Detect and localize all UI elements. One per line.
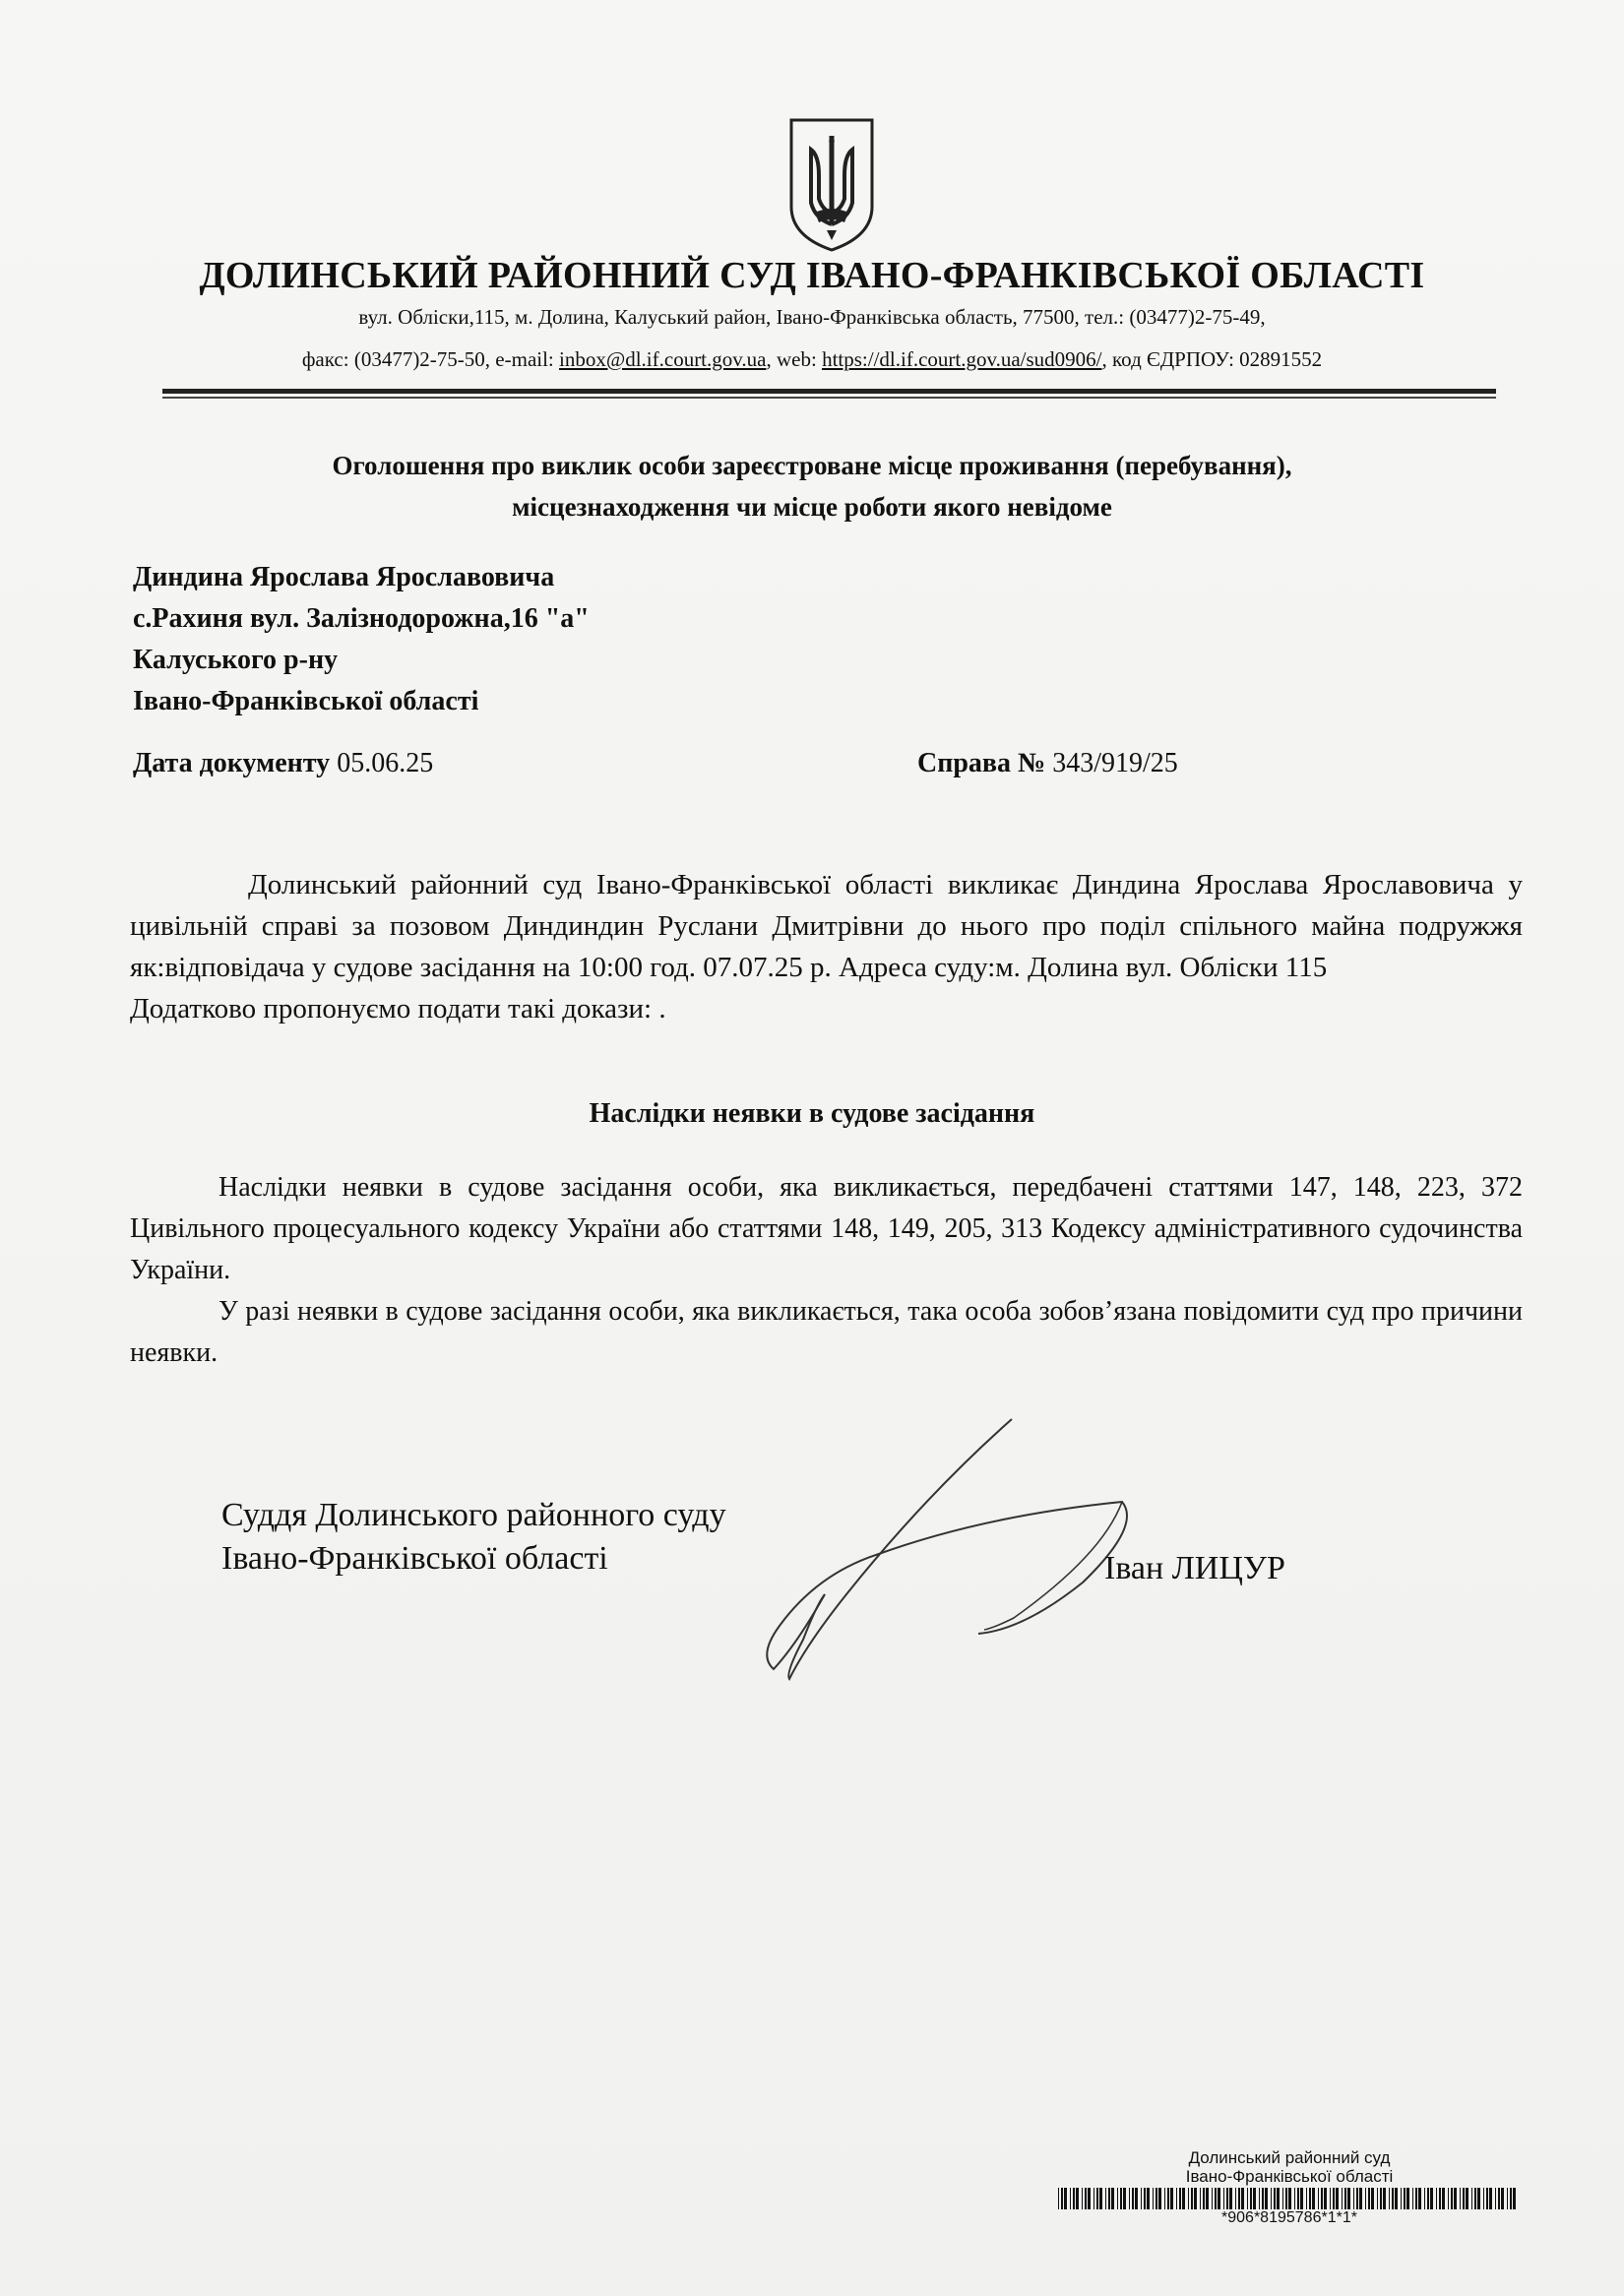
barcode-bar	[1486, 2188, 1488, 2209]
barcode-bar	[1123, 2188, 1126, 2209]
barcode-bar	[1377, 2188, 1378, 2209]
web-link[interactable]: https://dl.if.court.gov.ua/sud0906/	[822, 347, 1102, 371]
barcode-bar	[1454, 2188, 1457, 2209]
header-divider-thin	[162, 397, 1496, 399]
barcode-bar	[1144, 2188, 1146, 2209]
barcode-bar	[1336, 2188, 1339, 2209]
barcode-bar	[1359, 2188, 1362, 2209]
barcode-bar	[1182, 2188, 1185, 2209]
barcode-bar	[1460, 2188, 1461, 2209]
barcode-bar	[1466, 2188, 1468, 2209]
barcode-bar	[1463, 2188, 1465, 2209]
judge-role-line2: Івано-Франківської області	[221, 1540, 608, 1577]
barcode-bar	[1164, 2188, 1165, 2209]
consequences-heading: Наслідки неявки в судове засідання	[589, 1098, 1035, 1129]
barcode-bar	[1383, 2188, 1386, 2209]
barcode-bar	[1324, 2188, 1327, 2209]
recipient-block	[133, 557, 590, 722]
barcode-bar	[1330, 2188, 1331, 2209]
fax-text: факс: (03477)2-75-50, e-mail:	[301, 347, 560, 371]
barcode-bar	[1294, 2188, 1295, 2209]
barcode-code: *906*8195786*1*1*	[1221, 2209, 1357, 2226]
barcode-bar	[1085, 2188, 1087, 2209]
judge-role-line1: Суддя Долинського районного суду	[221, 1497, 726, 1533]
barcode-bar	[1108, 2188, 1110, 2209]
document-date	[133, 748, 433, 779]
barcode-bar	[1132, 2188, 1134, 2209]
barcode-bar	[1073, 2188, 1075, 2209]
email-link[interactable]: inbox@dl.if.court.gov.ua	[559, 347, 767, 371]
barcode-bar	[1439, 2188, 1441, 2209]
barcode-bar	[1058, 2188, 1059, 2209]
barcode-bar	[1288, 2188, 1291, 2209]
barcode-bar	[1297, 2188, 1299, 2209]
barcode-bar	[1250, 2188, 1252, 2209]
barcode-bar	[1111, 2188, 1114, 2209]
barcode-bar	[1167, 2188, 1169, 2209]
recipient-name: Диндина Ярослава Ярославовича	[133, 562, 555, 592]
case-number	[917, 748, 1178, 779]
barcode-bar	[1353, 2188, 1354, 2209]
barcode-bar	[1347, 2188, 1350, 2209]
barcode-bar	[1265, 2188, 1268, 2209]
barcode-bar	[1153, 2188, 1154, 2209]
barcode-bar	[1300, 2188, 1303, 2209]
barcode-bar	[1380, 2188, 1382, 2209]
barcode-bar	[1451, 2188, 1453, 2209]
barcode-bar	[1389, 2188, 1390, 2209]
barcode-bar	[1401, 2188, 1402, 2209]
recipient-district: Калуського р-ну	[133, 645, 339, 675]
barcode-bar	[1156, 2188, 1157, 2209]
barcode-bar	[1235, 2188, 1236, 2209]
stamp-line2: Івано-Франківської області	[1185, 2167, 1394, 2186]
barcode-bar	[1436, 2188, 1437, 2209]
consequences-paragraph-1: Наслідки неявки в судове засідання особи, яка викликається, передбачені статтями 147, 148, 223, 372 Цивільного процесуального кодексу України або статтями 148, 149, 205, 313 Кодексу адміністративного судочинства України.	[130, 1172, 1523, 1285]
barcode-bar	[1477, 2188, 1480, 2209]
barcode-bar	[1318, 2188, 1319, 2209]
barcode-bar	[1076, 2188, 1079, 2209]
barcode-bar	[1241, 2188, 1244, 2209]
barcode-bar	[1424, 2188, 1425, 2209]
barcode-bar	[1170, 2188, 1173, 2209]
barcode-bar	[1238, 2188, 1240, 2209]
coat-of-arms-icon	[785, 116, 878, 254]
notice-title	[0, 445, 1624, 527]
barcode-bar	[1203, 2188, 1205, 2209]
barcode-bar	[1070, 2188, 1071, 2209]
barcode-bar	[1129, 2188, 1130, 2209]
barcode-bar	[1096, 2188, 1098, 2209]
barcode-bar	[1141, 2188, 1142, 2209]
barcode-bar	[1064, 2188, 1067, 2209]
barcode-bar	[1442, 2188, 1445, 2209]
barcode-bar	[1507, 2188, 1508, 2209]
barcode-icon	[1058, 2188, 1521, 2209]
barcode-bar	[1404, 2188, 1405, 2209]
barcode-bar	[1430, 2188, 1433, 2209]
header-divider-thick	[162, 389, 1496, 394]
barcode-bar	[1513, 2188, 1516, 2209]
barcode-bar	[1344, 2188, 1346, 2209]
barcode-bar	[1483, 2188, 1484, 2209]
barcode-bar	[1147, 2188, 1150, 2209]
notice-title-line1: Оголошення про виклик особи зареєстроване місце проживання (перебування),	[332, 451, 1292, 480]
barcode-bar	[1188, 2188, 1189, 2209]
barcode-bar	[1274, 2188, 1276, 2209]
barcode-bar	[1501, 2188, 1504, 2209]
barcode-bar	[1474, 2188, 1476, 2209]
barcode-bar	[1191, 2188, 1193, 2209]
barcode-bar	[1218, 2188, 1220, 2209]
barcode-bar	[1277, 2188, 1280, 2209]
handwritten-signature	[709, 1407, 1171, 1693]
barcode-bar	[1259, 2188, 1260, 2209]
additional-evidence: Додатково пропонуємо подати такі докази: .	[130, 993, 666, 1024]
barcode-bar	[1321, 2188, 1323, 2209]
barcode-bar	[1223, 2188, 1224, 2209]
barcode-bar	[1333, 2188, 1335, 2209]
barcode-bar	[1088, 2188, 1091, 2209]
judge-role	[221, 1494, 726, 1581]
summons-body	[130, 864, 1523, 1029]
barcode-bar	[1412, 2188, 1413, 2209]
barcode-bar	[1392, 2188, 1394, 2209]
court-address: вул. Обліски,115, м. Долина, Калуський район, Івано-Франківська область, 77500, тел.: (03477)2-75-49,	[358, 305, 1266, 329]
barcode-bar	[1371, 2188, 1374, 2209]
barcode-bar	[1368, 2188, 1370, 2209]
web-label: , web:	[766, 347, 823, 371]
barcode-bar	[1206, 2188, 1209, 2209]
barcode-bar	[1312, 2188, 1315, 2209]
date-label: Дата документу	[133, 748, 331, 778]
date-value: 05.06.25	[330, 748, 434, 778]
barcode-bar	[1120, 2188, 1122, 2209]
case-label: Справа №	[917, 748, 1046, 778]
barcode-bar	[1489, 2188, 1492, 2209]
stamp-line1: Долинський районний суд	[1188, 2148, 1391, 2167]
barcode-bar	[1082, 2188, 1083, 2209]
barcode-bar	[1200, 2188, 1201, 2209]
barcode-bar	[1247, 2188, 1248, 2209]
judge-name: Іван ЛИЦУР	[1104, 1550, 1285, 1586]
consequences-paragraph-2: У разі неявки в судове засідання особи, яка викликається, така особа зобов’язана повідомити суд про причини неявки.	[130, 1296, 1523, 1368]
barcode-bar	[1282, 2188, 1283, 2209]
barcode-bar	[1135, 2188, 1138, 2209]
barcode-bar	[1285, 2188, 1287, 2209]
recipient-street: с.Рахиня вул. Залізнодорожна,16 "а"	[133, 603, 590, 634]
barcode-bar	[1093, 2188, 1094, 2209]
barcode-bar	[1099, 2188, 1102, 2209]
barcode-bar	[1117, 2188, 1118, 2209]
barcode-bar	[1176, 2188, 1177, 2209]
notice-title-line2: місцезнаходження чи місце роботи якого невідоме	[512, 492, 1112, 522]
barcode-bar	[1418, 2188, 1421, 2209]
barcode-bar	[1105, 2188, 1106, 2209]
barcode-bar	[1365, 2188, 1366, 2209]
barcode-bar	[1415, 2188, 1417, 2209]
consequences-text	[130, 1167, 1523, 1374]
court-title: ДОЛИНСЬКИЙ РАЙОННИЙ СУД ІВАНО-ФРАНКІВСЬКОЇ ОБЛАСТІ	[199, 255, 1425, 296]
barcode-bar	[1448, 2188, 1449, 2209]
barcode-bar	[1262, 2188, 1264, 2209]
edrpou-code: , код ЄДРПОУ: 02891552	[1101, 347, 1323, 371]
barcode-bar	[1406, 2188, 1409, 2209]
barcode-bar	[1510, 2188, 1512, 2209]
summons-paragraph: Долинський районний суд Івано-Франківської області викликає Диндина Ярослава Ярославовича у цивільній справі за позовом Диндиндин Руслани Дмитрівни до нього про поділ спільного майна подружжя як:відповідача у судове засідання на 10:00 год. 07.07.25 р. Адреса суду:м. Долина вул. Обліски 115	[130, 869, 1523, 983]
barcode-bar	[1271, 2188, 1272, 2209]
barcode-bar	[1342, 2188, 1343, 2209]
court-contacts	[0, 347, 1624, 372]
registry-stamp	[1053, 2148, 1526, 2227]
barcode-bar	[1253, 2188, 1256, 2209]
barcode-bar	[1309, 2188, 1311, 2209]
barcode-bar	[1215, 2188, 1217, 2209]
barcode-bar	[1212, 2188, 1213, 2209]
barcode-bar	[1471, 2188, 1472, 2209]
barcode-bar	[1495, 2188, 1496, 2209]
case-value: 343/919/25	[1045, 748, 1178, 778]
barcode-bar	[1061, 2188, 1063, 2209]
barcode-bar	[1226, 2188, 1228, 2209]
barcode-bar	[1356, 2188, 1358, 2209]
recipient-region: Івано-Франківської області	[133, 686, 479, 716]
barcode-bar	[1306, 2188, 1307, 2209]
barcode-bar	[1179, 2188, 1181, 2209]
barcode-bar	[1158, 2188, 1161, 2209]
barcode-bar	[1395, 2188, 1398, 2209]
barcode-bar	[1194, 2188, 1197, 2209]
barcode-bar	[1427, 2188, 1429, 2209]
barcode-bar	[1498, 2188, 1500, 2209]
barcode-bar	[1229, 2188, 1232, 2209]
